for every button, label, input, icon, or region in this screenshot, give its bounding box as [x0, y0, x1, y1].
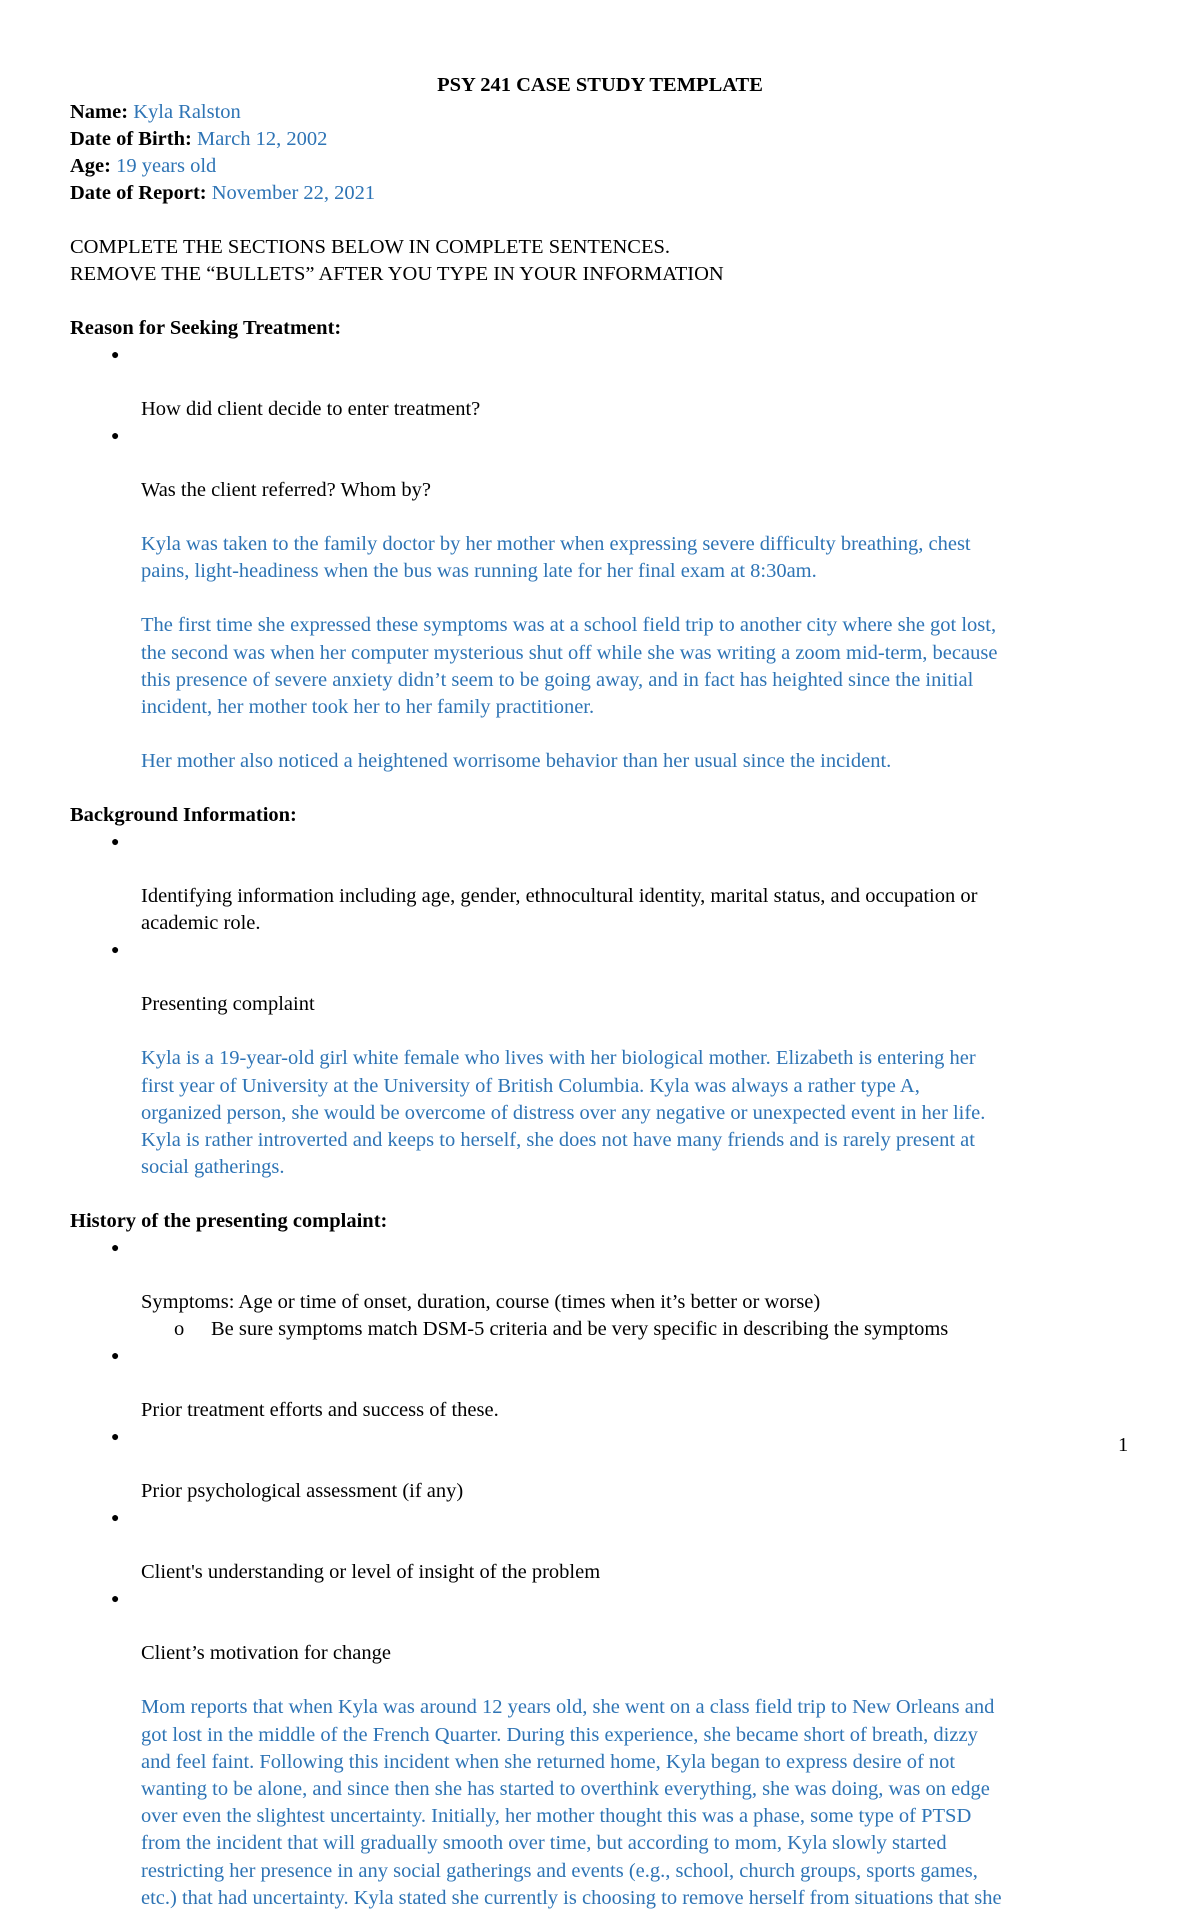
- list-item: [70, 829, 1141, 937]
- field-date-of-report: [70, 180, 1138, 207]
- section-heading-history: History of the presenting complaint:: [70, 1210, 388, 1233]
- field-value: March 12, 2002: [196, 128, 328, 150]
- list-item: [70, 937, 1141, 1018]
- list-item: [70, 342, 1141, 423]
- list-item: [70, 1343, 1141, 1424]
- list-item-text: Client's understanding or level of insight of the problem: [141, 1561, 601, 1584]
- field-date-of-birth: [70, 126, 1138, 153]
- bullet-icon: ●: [111, 1349, 120, 1365]
- bullet-icon: ●: [111, 1511, 120, 1527]
- field-value: 19 years old: [116, 155, 217, 177]
- bullet-icon: ●: [111, 429, 120, 444]
- sub-bullet-icon: o: [174, 1318, 185, 1341]
- instruction-line: REMOVE THE “BULLETS” AFTER YOU TYPE IN YOUR INFORMATION: [70, 263, 724, 285]
- document-title: PSY 241 CASE STUDY TEMPLATE: [437, 74, 763, 96]
- bullet-icon: ●: [111, 835, 120, 851]
- response-paragraph: Her mother also noticed a heightened worrisome behavior than her usual since the incident.: [141, 750, 892, 773]
- sub-list-item: [70, 1316, 1138, 1343]
- instruction-line: COMPLETE THE SECTIONS BELOW IN COMPLETE SENTENCES.: [70, 236, 671, 258]
- response-paragraph: Kyla is a 19-year-old girl white female who lives with her biological mother. Elizabeth is entering her first year of University at the University of British Columbia. Kyla was always a rather type A, organized person, she would be overcome of distress over any negative or unexpected event in her life. Kyla is rather introverted and keeps to herself, she does not have many friends and is rarely present at social gatherings.: [141, 1047, 986, 1179]
- list-item-text: Symptoms: Age or time of onset, duration, course (times when it’s better or worse): [141, 1291, 821, 1314]
- list-item: [70, 423, 1141, 504]
- bullet-icon: ●: [111, 1241, 120, 1257]
- field-label: Age:: [70, 155, 111, 177]
- list-item-text: Prior treatment efforts and success of these.: [141, 1399, 499, 1422]
- field-value: Kyla Ralston: [133, 101, 241, 123]
- field-value: November 22, 2021: [211, 182, 376, 204]
- bullet-icon: ●: [111, 943, 120, 959]
- section-heading-reason: Reason for Seeking Treatment:: [70, 317, 342, 339]
- list-item: [70, 1505, 1141, 1586]
- field-age: [70, 153, 1138, 180]
- list-item-text: Prior psychological assessment (if any): [141, 1480, 464, 1503]
- list-item-text: Was the client referred? Whom by?: [141, 479, 431, 501]
- field-label: Name:: [70, 101, 129, 123]
- page-number: 1: [1118, 1434, 1129, 1456]
- bullet-icon: ●: [111, 1430, 120, 1446]
- bullet-icon: ●: [111, 1592, 120, 1608]
- response-paragraph: Mom reports that when Kyla was around 12 years old, she went on a class field trip to New Orleans and got lost in the middle of the French Quarter. During this experience, she became short of breath, dizzy and feel faint. Following this incident when she returned home, Kyla began to express desire of not wanting to be alone, and since then she has started to overthink everything, she was doing, was on edge over even the slightest uncertainty. Initially, her mother thought this was a phase, some type of PTSD from the incident that will gradually smooth over time, but according to mom, Kyla slowly started restricting her presence in any social gatherings and events (e.g., school, church groups, sports games, etc.) that had uncertainty. Kyla stated she currently is choosing to remove herself from situations that she: [141, 1696, 1002, 1909]
- document-page: [70, 72, 1138, 1912]
- list-item: [70, 1424, 1141, 1505]
- field-name: [70, 99, 1138, 126]
- list-item: [70, 1235, 1141, 1316]
- list-item-text: Identifying information including age, gender, ethnocultural identity, marital status, and occupation or academic role.: [141, 885, 978, 935]
- bullet-icon: ●: [111, 348, 120, 363]
- response-paragraph: Kyla was taken to the family doctor by her mother when expressing severe difficulty breathing, chest pains, light-headiness when the bus was running late for her final exam at 8:30am.: [141, 533, 971, 583]
- list-item: [70, 1586, 1141, 1667]
- list-item-text: Presenting complaint: [141, 993, 315, 1016]
- response-paragraph: The first time she expressed these symptoms was at a school field trip to another city where she got lost, the second was when her computer mysterious shut off while she was writing a zoom mid-term, because this presence of severe anxiety didn’t seem to be going away, and in fact has heighted since the initial incident, her mother took her to her family practitioner.: [141, 614, 998, 719]
- list-item-text: Client’s motivation for change: [141, 1642, 391, 1665]
- field-label: Date of Report:: [70, 182, 207, 204]
- list-item-text: How did client decide to enter treatment?: [141, 398, 481, 420]
- list-item-text: Be sure symptoms match DSM-5 criteria and be very specific in describing the symptoms: [211, 1318, 949, 1341]
- section-heading-background: Background Information:: [70, 804, 297, 827]
- field-label: Date of Birth:: [70, 128, 192, 150]
